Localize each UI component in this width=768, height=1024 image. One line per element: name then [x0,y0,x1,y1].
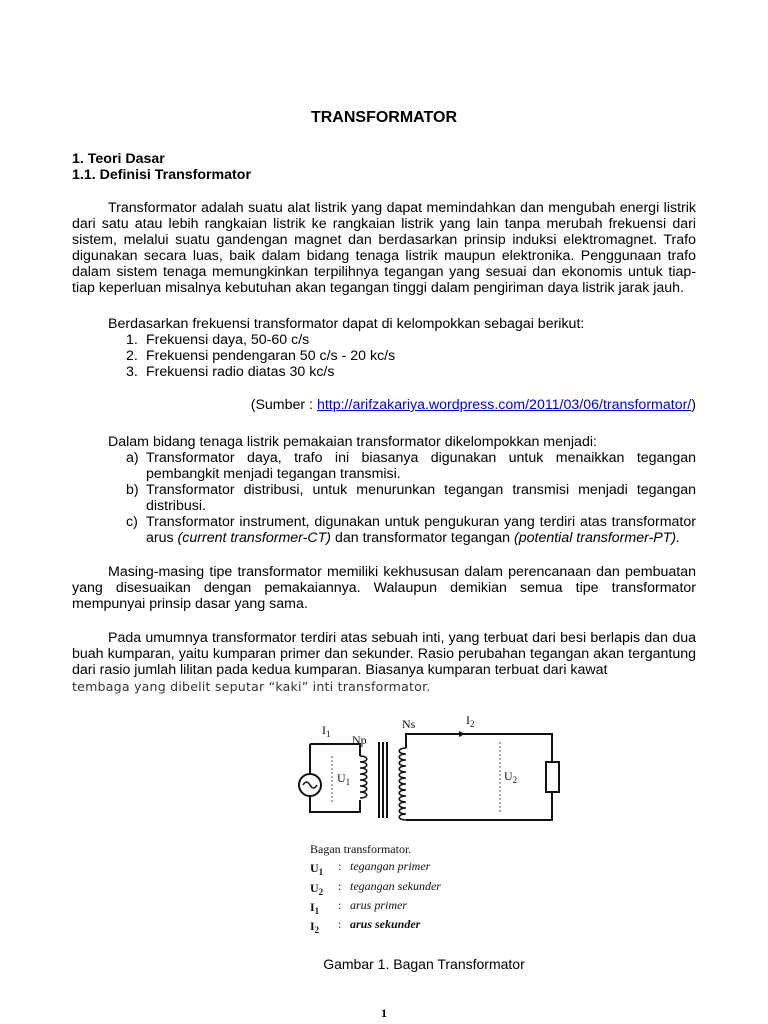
paragraph-construction-text: Pada umumnya transformator terdiri atas sebuah inti, yang terbuat dari besi berlapis dan dua buah kumparan, yaitu kumparan primer dan sekunder. Rasio perubahan tegangan akan tergantung dari rasio jumlah lilitan pada kedua kumparan. Biasanya kumparan terbuat dari kawat [72,630,696,678]
paragraph-types-summary-text: Masing-masing tipe transformator memiliki kekhususan dalam perencanaan dan pembuatan yang disesuaikan dengan pemakaiannya. Walaupun demikian semua tipe transformator mempunyai prinsip dasar yang sama. [72,564,696,612]
list-item [126,348,395,364]
svg-text::: : [338,879,342,893]
list-item [126,514,696,546]
source-citation [251,397,696,413]
list-text: Transformator daya, trafo ini biasanya digunakan untuk menaikkan tegangan pembangkit menjadi tegangan transmisi. [146,450,696,482]
svg-text:I2: $I_2$ [310,919,320,935]
list-text: Transformator distribusi, untuk menurunkan tegangan transmisi menjadi tegangan distribusi. [146,482,696,514]
svg-text::: : [338,859,342,873]
list-number: 1. [126,332,138,348]
primary-coil-icon [360,756,367,798]
load-resistor-icon [546,762,559,792]
svg-text:arus primer: arus primer [350,898,408,912]
label-ns: Ns [402,717,416,731]
transformer-diagram [290,712,570,942]
list-number: 2. [126,348,138,364]
list-text-italic: (potential transformer-PT). [514,530,681,546]
current-arrow-icon [459,731,465,737]
legend-row [310,879,441,897]
label-i2: $I_2$ [466,713,475,729]
page-number: 1 [381,1006,387,1020]
document-title: TRANSFORMATOR [310,109,458,126]
paragraph-types-intro-text: Dalam bidang tenaga listrik pemakaian transformator dikelompokkan menjadi: [108,434,597,450]
subsection-heading: 1.1. Definisi Transformator [72,167,251,183]
list-item [126,332,395,348]
legend-row [310,917,421,935]
source-link[interactable]: http://arifzakariya.wordpress.com/2011/03/06/transformator/ [316,397,692,413]
list-text [146,514,696,546]
label-i1: $I_1$ [322,723,331,739]
transformer-type-list [126,450,696,546]
svg-text::: : [338,898,342,912]
svg-text:tegangan sekunder: tegangan sekunder [350,879,441,893]
list-text: Frekuensi pendengaran 50 c/s - 20 kc/s [146,348,396,364]
svg-text::: : [338,917,342,931]
section-heading: 1. Teori Dasar [72,151,165,167]
list-text: Frekuensi daya, 50-60 c/s [146,332,310,348]
label-u2: $U_2$ [504,769,518,785]
list-letter: a) [126,450,139,466]
paragraph-frequency-intro-text: Berdasarkan frekuensi transformator dapat di kelompokkan sebagai berikut: [108,316,585,332]
source-prefix: (Sumber : [250,397,317,413]
svg-text:I1: $I_1$ [310,900,320,916]
label-u1: $U_1$ [337,771,351,787]
list-letter: b) [126,482,139,498]
label-np: Np [352,733,367,747]
paragraph-construction-tail: tembaga yang dibelit seputar “kaki” inti transformator. [72,679,431,694]
paragraph-types-summary [72,564,696,612]
list-item [126,482,696,514]
figure-caption: Gambar 1. Bagan Transformator [323,956,525,972]
legend-title: Bagan transformator. [310,842,412,856]
list-number: 3. [126,364,138,380]
source-suffix: ) [691,397,696,413]
paragraph-types-intro [72,434,696,450]
paragraph-construction [72,630,696,678]
paragraph-frequency-intro [72,316,696,332]
list-text: Frekuensi radio diatas 30 kc/s [146,364,335,380]
list-item [126,450,696,482]
list-text-italic: (current transformer-CT) [177,530,332,546]
svg-text:arus sekunder: arus sekunder [350,917,421,931]
secondary-circuit [406,734,552,820]
secondary-coil-icon [399,748,406,820]
list-item [126,364,395,380]
svg-text:U2: $U_2$ [310,881,324,897]
list-text-part: Transformator instrument, digunakan untuk pengukuran yang terdiri atas transformator arus [146,514,696,546]
svg-text:tegangan primer: tegangan primer [350,859,431,873]
svg-text:U1: $U_1$ [310,861,324,877]
paragraph-definition [72,200,696,296]
list-letter: c) [126,514,138,530]
list-text-part: dan transformator tegangan [331,530,514,546]
legend-row [310,859,431,877]
legend-row [310,898,407,916]
paragraph-definition-text: Transformator adalah suatu alat listrik yang dapat memindahkan dan mengubah energi listrik dari satu atau lebih rangkaian listrik ke rangkaian listrik yang lain tanpa merubah frekuensi dari sistem, melalui suatu gandengan magnet dan berdasarkan prinsip induksi elektromagnet. Trafo digunakan secara luas, baik dalam bidang tenaga listrik maupun elektronika. Penggunaan trafo dalam sistem tenaga memungkinkan terpilihnya tegangan yang sesuai dan ekonomis untuk tiap-tiap keperluan misalnya kebutuhan akan tegangan tinggi dalam pengiriman daya listrik jarak jauh. [72,200,696,296]
core-icon [379,742,387,818]
frequency-list [126,332,395,380]
